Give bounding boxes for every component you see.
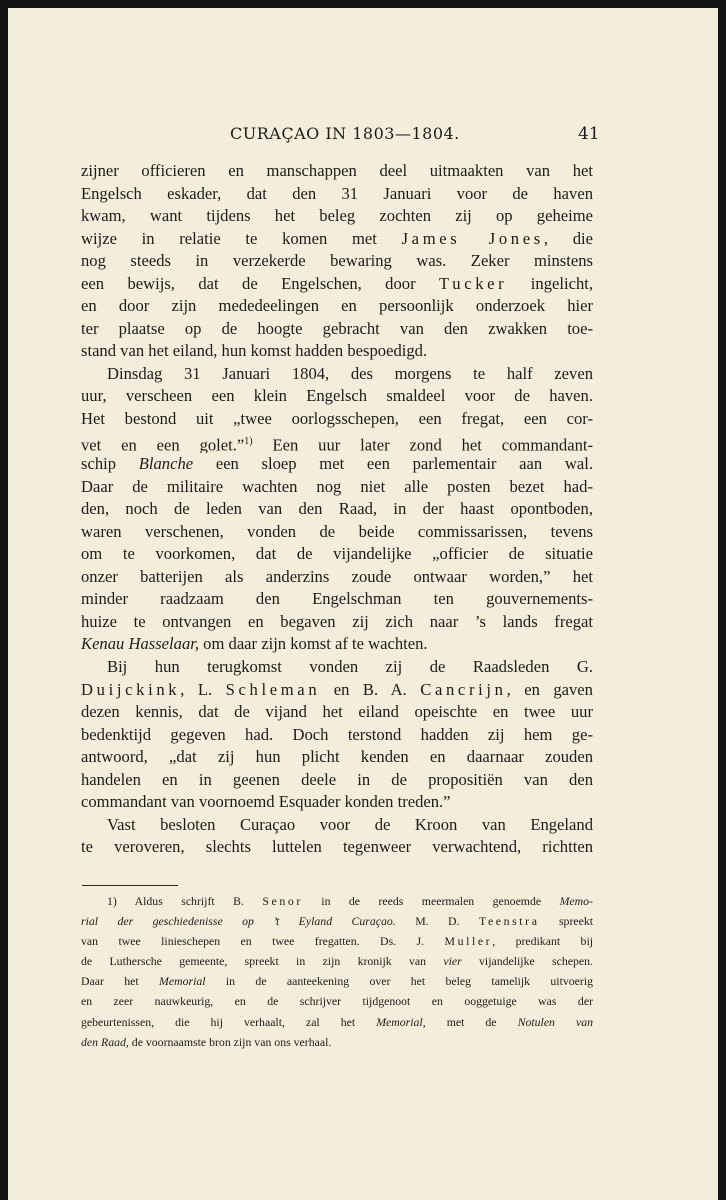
text-line: Kenau Hasselaar, om daar zijn komst af te wachten. [81, 634, 428, 654]
footnote [81, 891, 593, 1052]
text-line: om te voorkomen, dat de vijandelijke „officier de situatie [81, 544, 593, 564]
person-name: Cancrijn [420, 679, 507, 699]
text-line: wijze in relatie te komen met James Jones, die [81, 228, 593, 248]
footnote-line: 1) Aldus schrijft B. Senor in de reeds meermalen genoemde Memo- [107, 894, 593, 908]
text-line: Het bestond uit „twee oorlogsschepen, een fregat, een cor- [81, 409, 593, 429]
text-line: waren verschenen, vonden de beide commissarissen, tevens [81, 521, 593, 541]
footnote-line: en zeer nauwkeurig, en de schrijver tijdgenoot en ooggetuige was der [81, 994, 593, 1009]
book-title: rial der geschiedenisse op ’t Eyland Curaçao. [81, 914, 396, 929]
person-name: Muller [444, 934, 493, 949]
running-header [8, 124, 718, 148]
text-line: minder raadzaam den Engelschman ten gouvernements- [81, 589, 593, 609]
text-line: Daar de militaire wachten nog niet alle posten bezet had- [81, 476, 593, 496]
footnote-divider [82, 885, 178, 886]
text-line: een bewijs, dat de Engelschen, door Tucker ingelicht, [81, 273, 593, 293]
text-line: commandant van voornoemd Esquader konden treden.” [81, 792, 451, 812]
ship-name: Kenau Hasselaar, [81, 634, 200, 654]
text-line: Dinsdag 31 Januari 1804, des morgens te half zeven [107, 363, 593, 383]
footnote-ref: 1) [244, 435, 253, 447]
text-line: Duijckink, L. Schleman en B. A. Cancrijn, en gaven [81, 679, 593, 699]
person-name: James Jones [401, 228, 544, 248]
text-line: zijner officieren en manschappen deel uitmaakten van het [81, 161, 593, 180]
footnote-line: rial der geschiedenisse op ’t Eyland Curaçao. M. D. Teenstra spreekt [81, 914, 593, 929]
footnote-line: gebeurtenissen, die hij verhaalt, zal het Memorial, met de Notulen van [81, 1014, 593, 1029]
text-line: vet en een golet.”$^{1)}$ Een uur later zond het commandant- [81, 435, 593, 454]
body-text [81, 160, 593, 859]
text-line: antwoord, „dat zij hun plicht kenden en daarnaar zouden [81, 747, 593, 767]
ship-name: Blanche [138, 454, 194, 474]
footnote-line: Daar het Memorial in de aanteekening over het beleg tamelijk uitvoerig [81, 974, 593, 989]
page-number: 41 [578, 124, 600, 144]
footnote-line: van twee linieschepen en twee fregatten. Ds. J. Muller, predikant bij [81, 934, 593, 949]
text-line: te veroveren, slechts luttelen tegenweer verwachtend, richtten [81, 837, 593, 857]
text-line: ter plaatse op de hoogte gebracht van den zwakken toe- [81, 318, 593, 338]
person-name: Tucker [439, 273, 508, 293]
text-line: bedenktijd gegeven had. Doch terstond hadden zij hem ge- [81, 724, 593, 744]
text-line: dezen kennis, dat de vijand het eiland opeischte en twee uur [81, 702, 593, 722]
text-line: en door zijn mededeelingen en persoonlijk onderzoek hier [81, 296, 593, 316]
text-line: schip Blanche een sloep met een parlementair aan wal. [81, 454, 593, 474]
text-line: den, noch de leden van den Raad, in der haast opontboden, [81, 499, 593, 519]
text-line: onzer batterijen als anderzins zoude ontwaar worden,” het [81, 566, 593, 586]
book-page [8, 8, 718, 1200]
text-line: uur, verscheen een klein Engelsch smaldeel voor de haven. [81, 386, 593, 406]
text-line: kwam, want tijdens het beleg zochten zij op geheime [81, 206, 593, 226]
text-line: Bij hun terugkomst vonden zij de Raadsleden G. [107, 657, 593, 677]
person-name: Teenstra [478, 914, 540, 929]
text-line: Vast besloten Curaçao voor de Kroon van Engeland [107, 814, 593, 834]
text-line: huize te ontvangen en begaven zij zich naar ’s lands fregat [81, 611, 593, 631]
text-line: nog steeds in verzekerde bewaring was. Zeker minstens [81, 251, 593, 271]
person-name: Duijckink [81, 679, 181, 699]
footnote-line: den Raad, de voornaamste bron zijn van ons verhaal. [81, 1034, 332, 1049]
person-name: Schleman [225, 679, 321, 699]
running-title: CURAÇAO IN 1803—1804. [230, 124, 460, 143]
text-line: stand van het eiland, hun komst hadden bespoedigd. [81, 341, 428, 361]
person-name: Senor [262, 894, 303, 908]
text-line: handelen en in geenen deele in de propositiën van den [81, 769, 593, 789]
footnote-line: de Luthersche gemeente, spreekt in zijn kronijk van vier vijandelijke schepen. [81, 954, 593, 969]
text-line: Engelsch eskader, dat den 31 Januari voor de haven [81, 183, 593, 203]
